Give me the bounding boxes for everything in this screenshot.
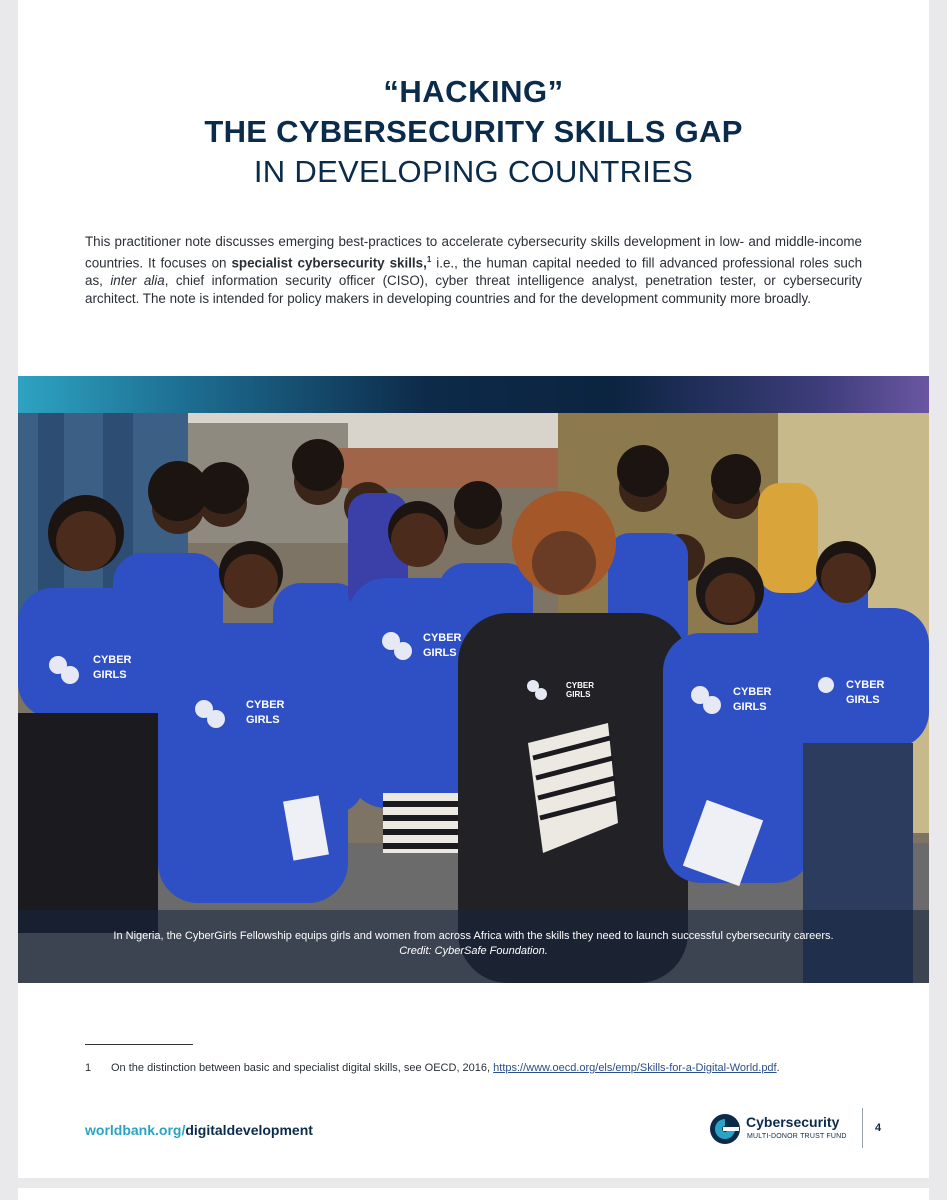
gradient-band [18, 376, 929, 413]
logo-subtitle: MULTI-DONOR TRUST FUND [747, 1133, 847, 1140]
footer-url[interactable]: worldbank.org/digitaldevelopment [85, 1122, 313, 1138]
footnote-link[interactable]: https://www.oecd.org/els/emp/Skills-for-a-Digital-World.pdf [493, 1062, 777, 1074]
shirt-text: CYBER [423, 632, 462, 644]
footnote-number: 1 [85, 1062, 92, 1074]
shirt-text: GIRLS [846, 694, 880, 706]
shirt-text: CYBER [846, 679, 885, 691]
footnote-text: On the distinction between basic and specialist digital skills, see OECD, 2016, https://www.oecd.org/els/emp/Skills-for-a-Digital-World.pdf. [111, 1062, 780, 1074]
photo-caption-box [18, 910, 929, 983]
shirt-text: GIRLS [246, 714, 280, 726]
title-line-2: THE CYBERSECURITY SKILLS GAP [204, 114, 743, 149]
shirt-text: CYBER [733, 686, 772, 698]
shirt-text: GIRLS [93, 669, 127, 681]
document-page [18, 0, 929, 1178]
footer-divider [862, 1108, 863, 1148]
intro-italic: inter alia [110, 273, 165, 289]
shirt-text: CYBER [566, 681, 595, 690]
photo-illustration [18, 413, 929, 983]
cybersecurity-logo-icon [709, 1113, 741, 1145]
footnote-rule [85, 1044, 193, 1045]
shirt-text: GIRLS [733, 701, 767, 713]
group-photo [18, 413, 929, 983]
photo-credit: Credit: CyberSafe Foundation. [399, 945, 548, 957]
intro-paragraph: This practitioner note discusses emerging best-practices to accelerate cybersecurity skills development in low- and middle-income countries. It focuses on specialist cybersecurity skills,$^1$ i.e., the human capital needed to fill advanced professional roles such as, inter alia, chief information security officer (CISO), cyber threat intelligence analyst, penetration tester, or cybersecurity architect. The note is intended for policy makers in developing countries and for the development community more broadly. [85, 234, 863, 307]
page-number: 4 [875, 1122, 882, 1134]
shirt-text: GIRLS [566, 690, 591, 699]
title-line-3: IN DEVELOPING COUNTRIES [253, 154, 694, 189]
photo-caption: In Nigeria, the CyberGirls Fellowship equips girls and women from across Africa with the skills they need to launch successful cybersecurity careers. [113, 930, 834, 942]
next-page-edge [18, 1188, 929, 1200]
shirt-text: GIRLS [423, 647, 457, 659]
intro-bold: specialist cybersecurity skills, [231, 255, 427, 271]
shirt-text: CYBER [93, 654, 132, 666]
title-line-1: “HACKING” [383, 74, 564, 109]
footnote-ref[interactable]: 1 [426, 255, 432, 264]
logo-name: Cybersecurity [746, 1114, 840, 1130]
shirt-text: CYBER [246, 699, 285, 711]
